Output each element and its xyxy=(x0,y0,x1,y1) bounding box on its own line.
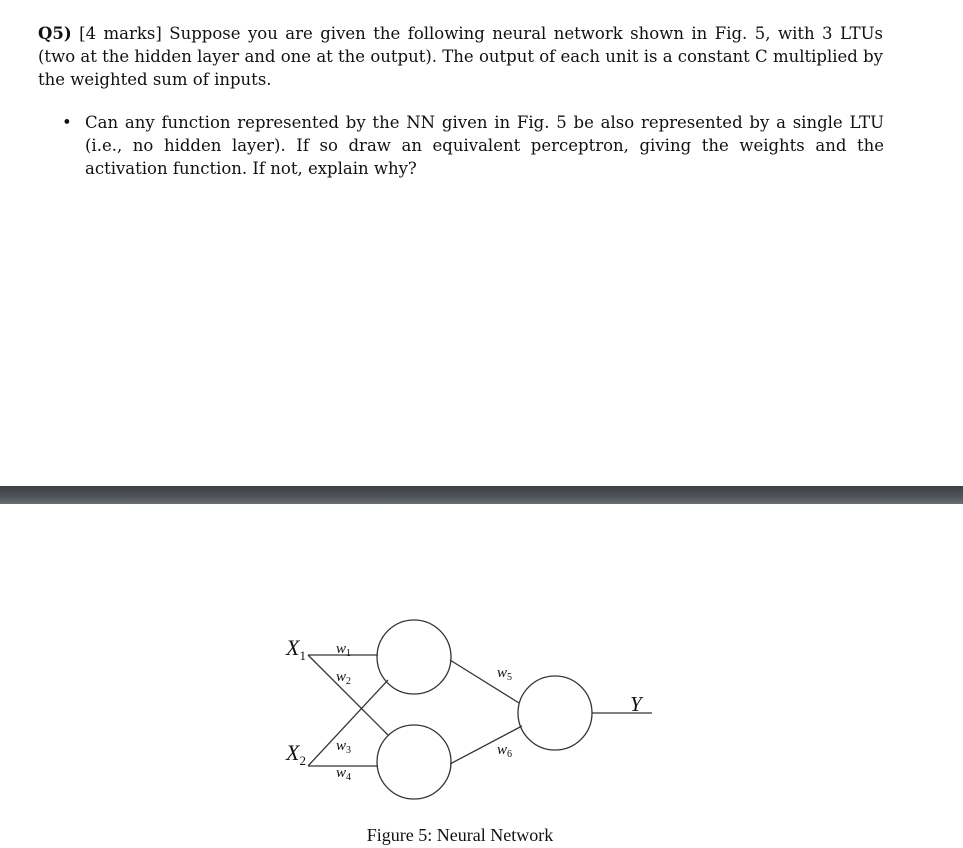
weight-w5-label: $w_5$ xyxy=(497,665,513,683)
question-body: Suppose you are given the following neural network shown in Fig. 5, with 3 LTUs (two at the hidden layer and one at the output). The output of each unit is a constant C multiplied by the weighted sum of inputs. xyxy=(38,24,884,89)
weight-w4-label: $w_4$ xyxy=(336,765,352,783)
output-neuron xyxy=(518,676,592,750)
weight-w6-label: $w_6$ xyxy=(497,742,513,760)
weight-w3-label: $w_3$ xyxy=(336,738,352,756)
question-number: Q5) xyxy=(38,24,72,43)
output-y-label: Y xyxy=(630,692,642,716)
weight-w1-label: $w_1$ xyxy=(336,641,352,659)
bullet-text: Can any function represented by the NN given in Fig. 5 be also represented by a single LTU (i.e., no hidden layer). If so draw an equivalent perceptron, giving the weights and the activation function. If not, explain why? xyxy=(85,113,884,178)
hidden-neuron-2 xyxy=(377,725,451,799)
input-x1-label: $X_1$ xyxy=(286,635,306,663)
bullet-dot: • xyxy=(62,113,72,132)
weight-w2-label: $w_2$ xyxy=(336,669,352,687)
figure-caption: Figure 5: Neural Network xyxy=(366,825,554,845)
hidden-neuron-1 xyxy=(377,620,451,694)
question-marks: [4 marks] xyxy=(79,24,162,43)
input-x2-label: $X_2$ xyxy=(286,740,306,768)
